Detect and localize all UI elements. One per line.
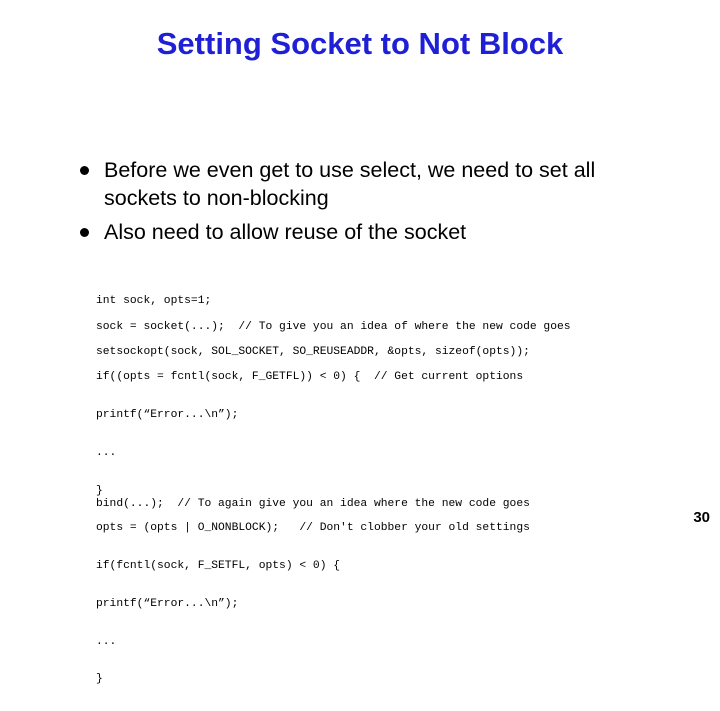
code-line: opts = (opts | O_NONBLOCK); // Don't clobber your old settings bbox=[96, 522, 530, 535]
code-line: if(fcntl(sock, F_SETFL, opts) < 0) { bbox=[96, 560, 341, 573]
code-line: bind(...); // To again give you an idea where the new code goes bbox=[96, 498, 530, 511]
bullet-dot-icon bbox=[80, 228, 89, 237]
bullet-text: Before we even get to use select, we need to set all sockets to non-blocking bbox=[104, 158, 596, 210]
code-line: } bbox=[96, 484, 103, 497]
code-line: printf(“Error...\n”); bbox=[96, 408, 239, 421]
bullet-dot-icon bbox=[80, 166, 89, 175]
code-line: if((opts = fcntl(sock, F_GETFL)) < 0) { // Get current options bbox=[96, 371, 524, 384]
code-line: ... bbox=[96, 635, 117, 648]
bullet-list bbox=[78, 156, 638, 252]
code-line: printf(“Error...\n”); bbox=[96, 597, 239, 610]
code-line: int sock, opts=1; bbox=[96, 295, 212, 308]
bullet-item bbox=[78, 218, 638, 246]
code-line: } bbox=[96, 673, 103, 686]
page-number: 30 bbox=[693, 509, 710, 526]
code-block-bind bbox=[96, 473, 530, 536]
code-line: setsockopt(sock, SOL_SOCKET, SO_REUSEADDR, &opts, sizeof(opts)); bbox=[96, 346, 530, 359]
bullet-item bbox=[78, 156, 638, 212]
bullet-text: Also need to allow reuse of the socket bbox=[104, 220, 467, 244]
slide-title: Setting Socket to Not Block bbox=[156, 26, 564, 61]
code-line: ... bbox=[96, 446, 117, 459]
code-line: sock = socket(...); // To give you an idea of where the new code goes bbox=[96, 321, 571, 334]
